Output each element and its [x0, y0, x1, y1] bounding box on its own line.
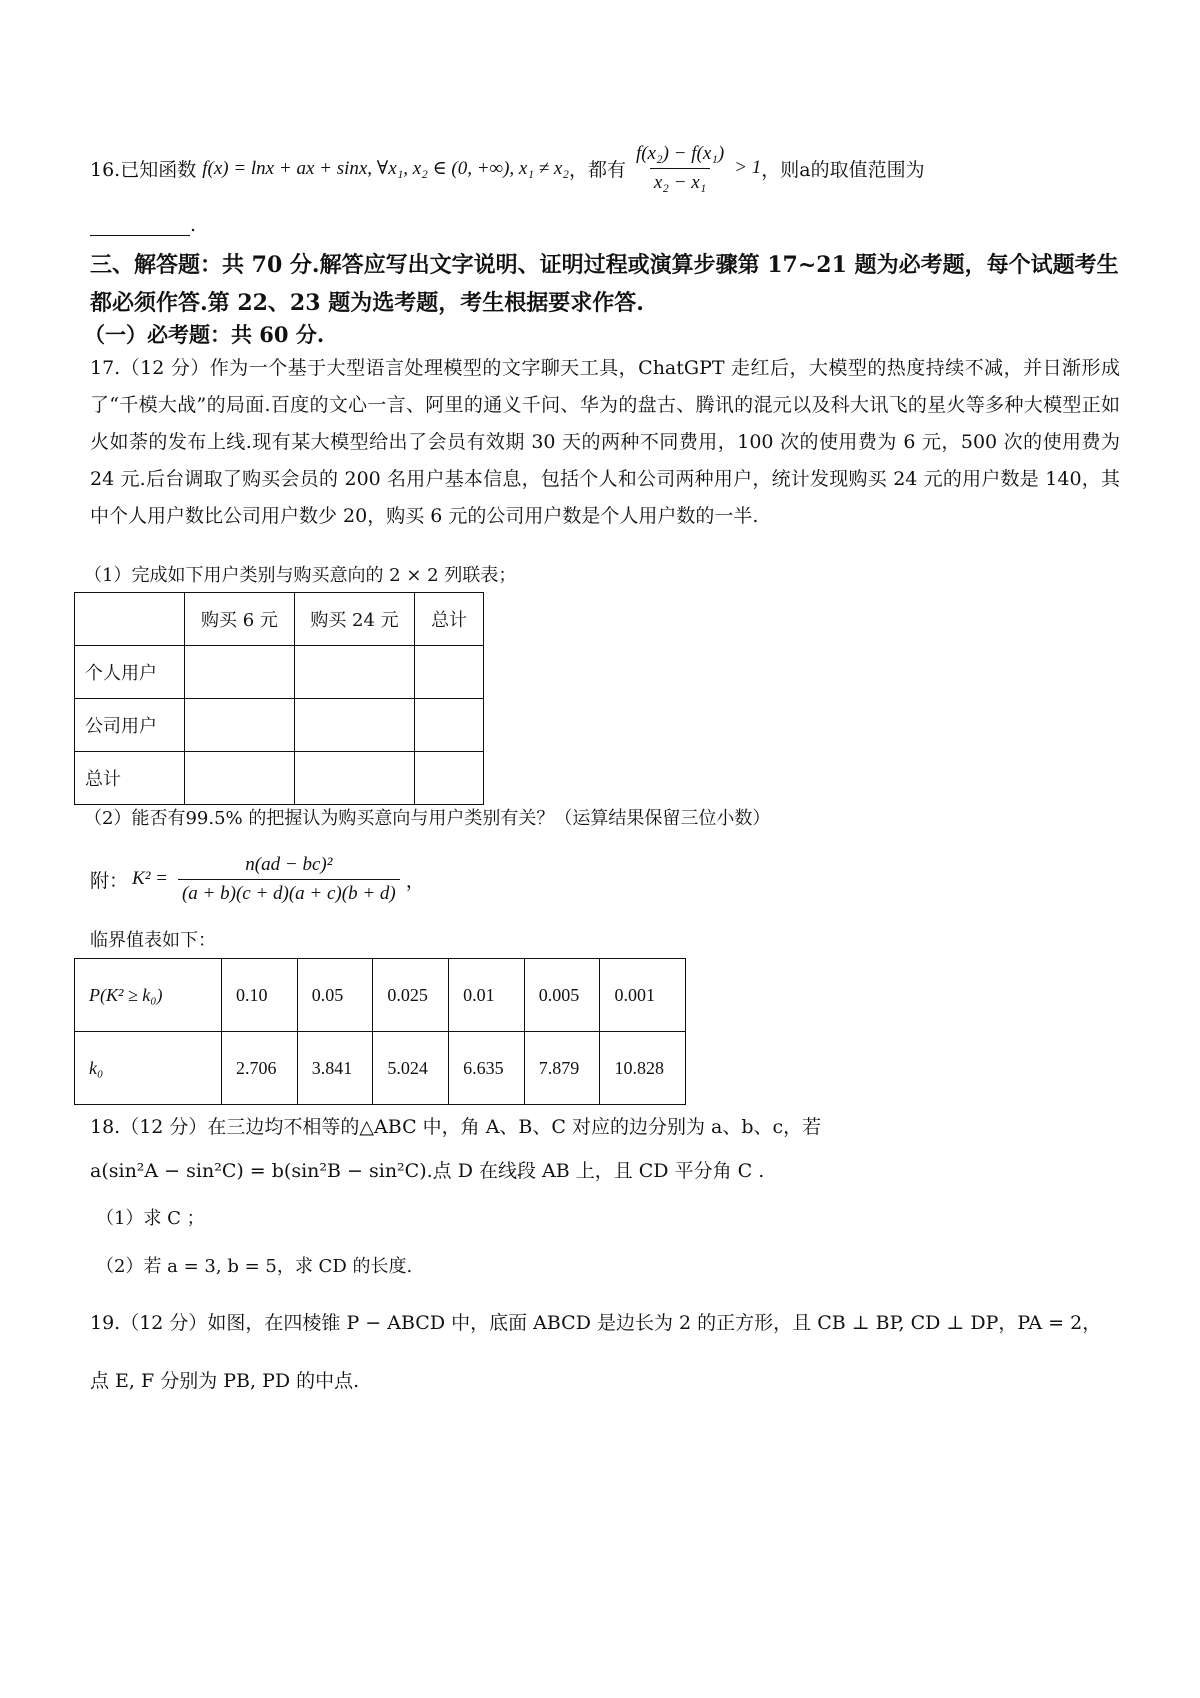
p-row-label: P(K² ≥ k₀)	[75, 959, 222, 1032]
contingency-table	[74, 592, 484, 805]
table-header-row	[75, 593, 484, 646]
k-value: 6.635	[449, 1032, 525, 1105]
q16-prefix: 16.已知函数	[90, 158, 197, 181]
p-value: 0.05	[297, 959, 373, 1032]
table-cell	[75, 593, 185, 646]
k-value: 3.841	[297, 1032, 373, 1105]
k2-denominator: (a + b)(c + d)(a + c)(b + d)	[178, 879, 400, 905]
p-row	[75, 959, 686, 1032]
table-row-label: 总计	[75, 752, 185, 805]
k-value: 5.024	[373, 1032, 449, 1105]
critical-value-table	[74, 958, 686, 1105]
q18-part-2: （2）若 a = 3, b = 5，求 CD 的长度.	[96, 1256, 413, 1277]
q16-mid: ，都有	[568, 158, 626, 181]
question-17-text: 17.（12 分）作为一个基于大型语言处理模型的文字聊天工具，ChatGPT 走红后，大模型的热度持续不减，并日渐形成了“千模大战”的局面.百度的文心一言、阿里的通义千问、华为的盘古、腾讯的混元以及科大讯飞的星火等多种大模型正如火如荼的发布上线.现有某大模型给出了会员有效期 30 天的两种不同费用，100 次的使用费为 6 元，500 次的使用费为 24 元.后台调取了购买会员的 200 名用户基本信息，包括个人和公司两种用户，统计发现购买 24 元的用户数是 140，其中个人用户数比公司用户数少 20，购买 6 元的公司用户数是个人用户数的一半.	[90, 357, 1120, 527]
k-squared-formula	[90, 842, 1120, 916]
table-row-label: 公司用户	[75, 699, 185, 752]
p-value: 0.10	[222, 959, 298, 1032]
p-value: 0.005	[524, 959, 600, 1032]
table-cell	[294, 699, 414, 752]
question-19-line-2: 点 E, F 分别为 PB, PD 的中点.	[90, 1370, 360, 1392]
section-3-title: 三、解答题：共 70 分.解答应写出文字说明、证明过程或演算步骤第 17~21 题为必考题，每个试题考生都必须作答.第 22、23 题为选考题，考生根据要求作答.	[90, 252, 1119, 316]
q16-suffix: ，则a的取值范围为	[761, 158, 925, 181]
critical-table-label: 临界值表如下：	[90, 930, 216, 951]
q18-part-1: （1）求 C ；	[96, 1208, 205, 1229]
k2-tail: ，	[405, 869, 425, 892]
q16-gt: > 1	[734, 157, 762, 178]
table-cell	[294, 752, 414, 805]
p-value: 0.01	[449, 959, 525, 1032]
q16-answer-line: .	[90, 214, 1120, 236]
table-cell	[184, 752, 294, 805]
question-16	[90, 138, 1120, 198]
q17-part-2: （2）能否有99.5% 的把握认为购买意向与用户类别有关？（运算结果保留三位小数）	[84, 808, 771, 829]
answer-blank	[90, 221, 190, 236]
k-row	[75, 1032, 686, 1105]
table-row	[75, 646, 484, 699]
table-row	[75, 699, 484, 752]
question-18-line-2: a(sin²A − sin²C) = b(sin²B − sin²C).点 D 在线段 AB 上，且 CD 平分角 C .	[90, 1160, 765, 1182]
k-row-label: k₀	[75, 1032, 222, 1105]
k-value: 7.879	[524, 1032, 600, 1105]
q16-fraction	[632, 143, 728, 194]
k-value: 10.828	[600, 1032, 686, 1105]
q16-function: f(x) = lnx + ax + sinx, ∀x₁, x₂ ∈ (0, +∞), x₁ ≠ x₂	[202, 157, 569, 179]
table-header: 购买 6 元	[184, 593, 294, 646]
table-cell	[415, 646, 484, 699]
table-cell	[415, 699, 484, 752]
table-header: 总计	[415, 593, 484, 646]
table-cell	[184, 699, 294, 752]
k-value: 2.706	[222, 1032, 298, 1105]
q17-part-1: （1）完成如下用户类别与购买意向的 2 × 2 列联表；	[84, 565, 517, 586]
table-header: 购买 24 元	[294, 593, 414, 646]
section-3-subtitle: （一）必考题：共 60 分.	[84, 322, 325, 347]
q16-frac-denominator: x₂ − x₁	[650, 168, 710, 194]
table-cell	[294, 646, 414, 699]
k2-numerator: n(ad − bc)²	[245, 853, 333, 875]
table-cell	[415, 752, 484, 805]
appendix-label: 附：	[90, 869, 129, 892]
p-value: 0.001	[600, 959, 686, 1032]
p-value: 0.025	[373, 959, 449, 1032]
table-row	[75, 752, 484, 805]
table-row-label: 个人用户	[75, 646, 185, 699]
table-cell	[184, 646, 294, 699]
q16-frac-numerator: f(x₂) − f(x₁)	[635, 142, 725, 164]
question-18-line-1: 18.（12 分）在三边均不相等的△ABC 中，角 A、B、C 对应的边分别为 a、b、c，若	[90, 1116, 822, 1138]
k2-fraction	[178, 854, 400, 905]
k2-lhs: K² =	[132, 868, 168, 889]
question-19-line-1: 19.（12 分）如图，在四棱锥 P − ABCD 中，底面 ABCD 是边长为 2 的正方形，且 CB ⊥ BP, CD ⊥ DP，PA = 2，	[90, 1312, 1102, 1334]
